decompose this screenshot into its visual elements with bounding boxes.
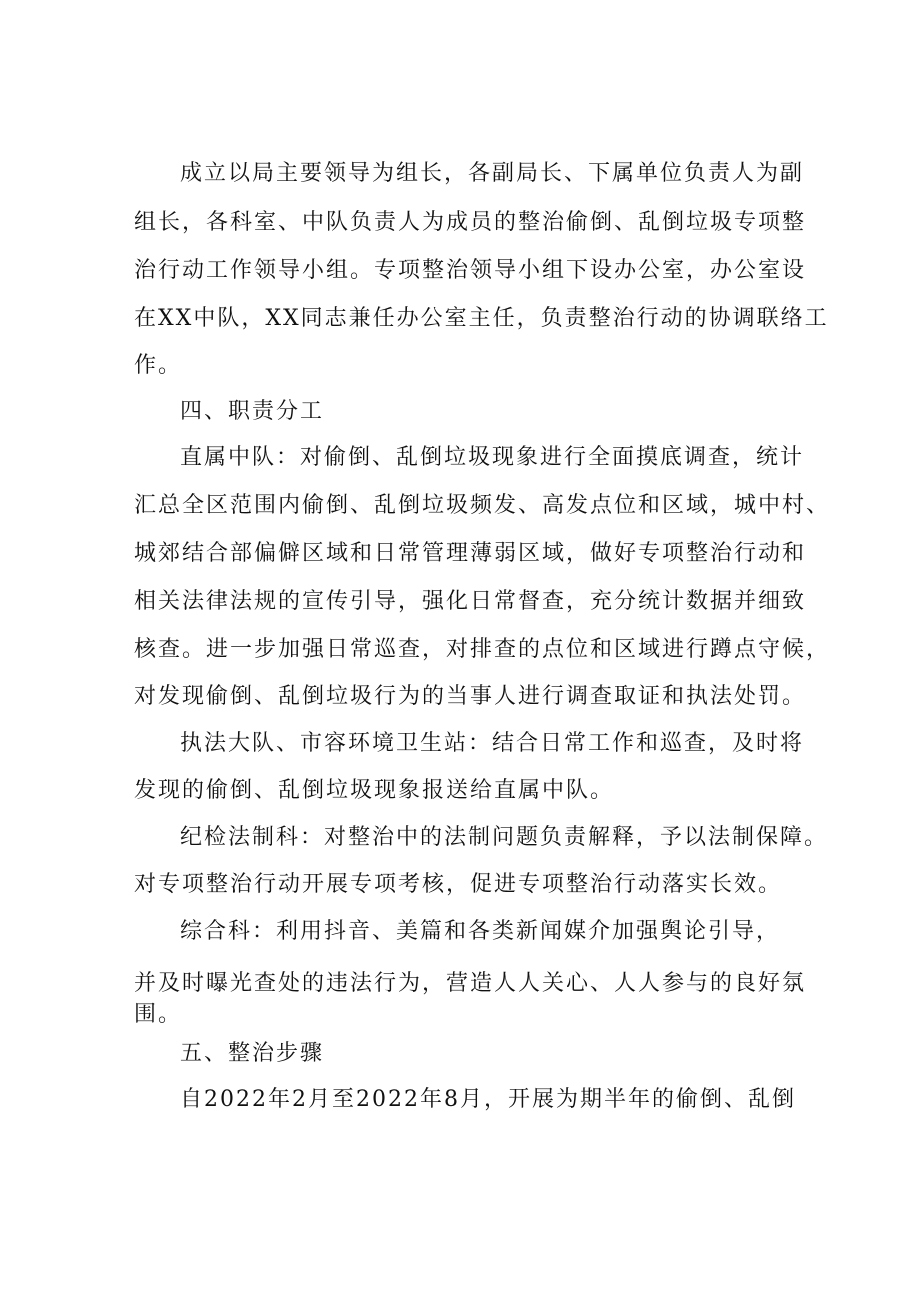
paragraph-2-line-6: 对发现偷倒、乱倒垃圾行为的当事人进行调查取证和执法处罚。 [134, 684, 807, 709]
paragraph-2-line-4: 相关法律法规的宣传引导，强化日常督查，充分统计数据并细致 [134, 589, 807, 614]
paragraph-1-line-1: 成立以局主要领导为组长，各副局长、下属单位负责人为副 [180, 161, 805, 186]
paragraph-1-line-5: 作。 [134, 353, 183, 378]
paragraph-2-line-1: 直属中队：对偷倒、乱倒垃圾现象进行全面摸底调查，统计 [180, 445, 805, 470]
paragraph-5-line-3: 围。 [134, 1002, 183, 1027]
paragraph-2-line-3: 城郊结合部偏僻区域和日常管理薄弱区域，做好专项整治行动和 [134, 541, 807, 566]
paragraph-1-line-2: 组长，各科室、中队负责人为成员的整治偷倒、乱倒垃圾专项整 [134, 210, 807, 235]
paragraph-3-line-1: 执法大队、市容环境卫生站：结合日常工作和巡查，及时将 [180, 731, 805, 756]
section-heading-4: 四、职责分工 [180, 399, 325, 424]
section-heading-5: 五、整治步骤 [180, 1041, 325, 1066]
paragraph-4-line-1: 纪检法制科：对整治中的法制问题负责解释，予以法制保障。 [180, 825, 829, 850]
paragraph-2-line-2: 汇总全区范围内偷倒、乱倒垃圾频发、高发点位和区域，城中村、 [134, 493, 831, 518]
paragraph-2-line-5: 核查。进一步加强日常巡查，对排查的点位和区域进行蹲点守候， [134, 637, 831, 662]
paragraph-3-line-2: 发现的偷倒、乱倒垃圾现象报送给直属中队。 [134, 778, 615, 803]
paragraph-1-line-4: 在XX中队，XX同志兼任办公室主任，负责整治行动的协调联络工 [134, 306, 829, 331]
paragraph-4-line-2: 对专项整治行动开展专项考核，促进专项整治行动落实长效。 [134, 872, 783, 897]
paragraph-5-line-1: 综合科：利用抖音、美篇和各类新闻媒介加强舆论引导， [180, 919, 781, 944]
paragraph-1-line-3: 治行动工作领导小组。专项整治领导小组下设办公室，办公室设 [134, 258, 807, 283]
paragraph-5-line-2: 并及时曝光查处的违法行为，营造人人关心、人人参与的良好氛 [134, 971, 807, 996]
paragraph-6-line-1: 自2022年2月至2022年8月，开展为期半年的偷倒、乱倒 [180, 1087, 796, 1112]
